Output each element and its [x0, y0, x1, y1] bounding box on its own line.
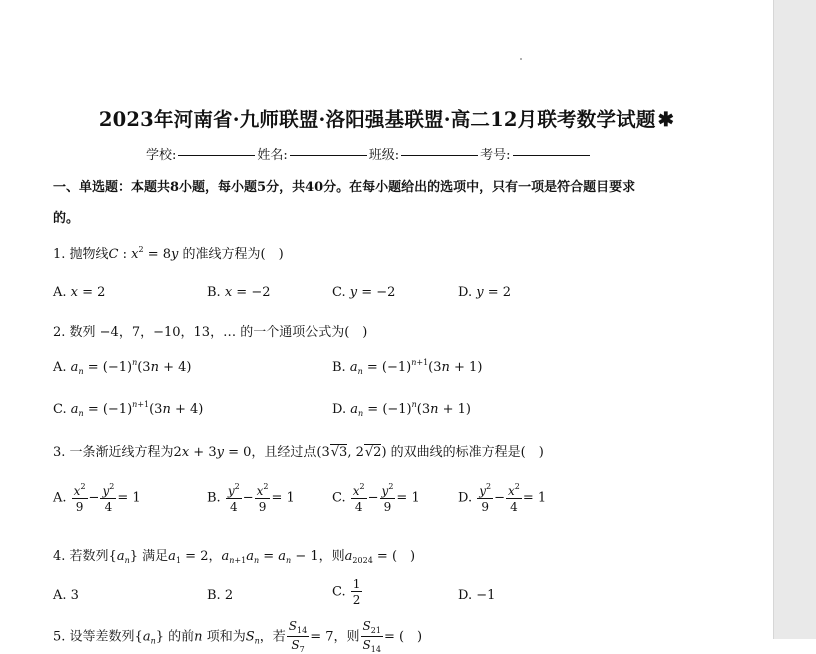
school-label: 学校: — [146, 148, 177, 163]
q4-option-a: A. 3 — [53, 588, 79, 603]
viewer-gutter — [773, 0, 816, 639]
q2-option-d: D. $a_n = (-1)^n(3n + 1)$ — [332, 400, 471, 418]
q1-option-a: A. x = 2 — [53, 285, 106, 300]
student-info-line — [146, 144, 592, 163]
name-blank — [290, 155, 367, 156]
question-5: 5. 设等差数列$\{a_n\}$ 的前n 项和为$S_n$，若 $\frac{S_{14}}{S_7}$ = 7，则 $\frac{S_{21}}{S_{14}}$ = ( ) — [53, 619, 423, 654]
exam-no-blank — [513, 155, 590, 156]
question-4: 4. 若数列$\{a_n\}$ 满足$a_1 = 2$，$a_{n+1}a_n = a_n - 1$，则$a_{2024}$ = ( ) — [53, 549, 416, 565]
exam-no-label: 考号: — [480, 148, 511, 163]
q1-suffix: 的准线方程为( ) — [182, 247, 284, 262]
q3-option-d: D. $\frac{y^2}{9}$ − $\frac{x^2}{4}$ = 1 — [458, 482, 547, 514]
school-blank — [178, 155, 255, 156]
q2-option-c: C. $a_n = (-1)^{n+1}(3n + 4)$ — [53, 400, 204, 418]
q1-option-c: C. y = −2 — [332, 285, 396, 300]
class-label: 班级: — [368, 148, 400, 163]
q3-option-c: C. $\frac{x^2}{4}$ − $\frac{y^2}{9}$ = 1 — [332, 482, 420, 514]
q2-option-b: B. $a_n = (-1)^{n+1}(3n + 1)$ — [332, 358, 483, 376]
q4-option-d: D. −1 — [458, 588, 496, 603]
q3-option-a: A. $\frac{x^2}{9}$ − $\frac{y^2}{4}$ = 1 — [53, 482, 141, 514]
title-text: 2023年河南省·九师联盟·洛阳强基联盟·高二12月联考数学试题 — [98, 108, 656, 131]
class-blank — [401, 155, 478, 156]
q1-option-b: B. x = −2 — [207, 285, 271, 300]
scan-dot — [520, 58, 522, 60]
question-2: 2. 数列 −4，7，−10，13，… 的一个通项公式为( ) — [53, 325, 368, 340]
question-1: 1. 抛物线C : $x^2 = 8y$ 的准线方程为( ) — [53, 245, 284, 262]
q1-prefix: 1. 抛物线 — [53, 247, 109, 262]
q1-option-d: D. y = 2 — [458, 285, 512, 300]
question-3: 3. 一条渐近线方程为2x + 3y = 0，且经过点(3√3, 2√2) 的双曲线的标准方程是( ) — [53, 445, 544, 460]
section-heading-line2: 的。 — [53, 211, 80, 226]
title-mark: ✱ — [657, 108, 675, 131]
page-title — [0, 104, 773, 132]
q3-option-b: B. $\frac{y^2}{4}$ − $\frac{x^2}{9}$ = 1 — [207, 482, 295, 514]
q2-option-a: A. $a_n = (-1)^n(3n + 4)$ — [53, 358, 192, 376]
q4-option-c: C. $\frac{1}{2}$ — [332, 577, 361, 607]
section-heading-line1: 一、单选题：本题共8小题，每小题5分，共40分。在每小题给出的选项中，只有一项是符合题目要求 — [53, 180, 636, 195]
name-label: 姓名: — [257, 148, 288, 163]
q4-option-b: B. 2 — [207, 588, 234, 603]
